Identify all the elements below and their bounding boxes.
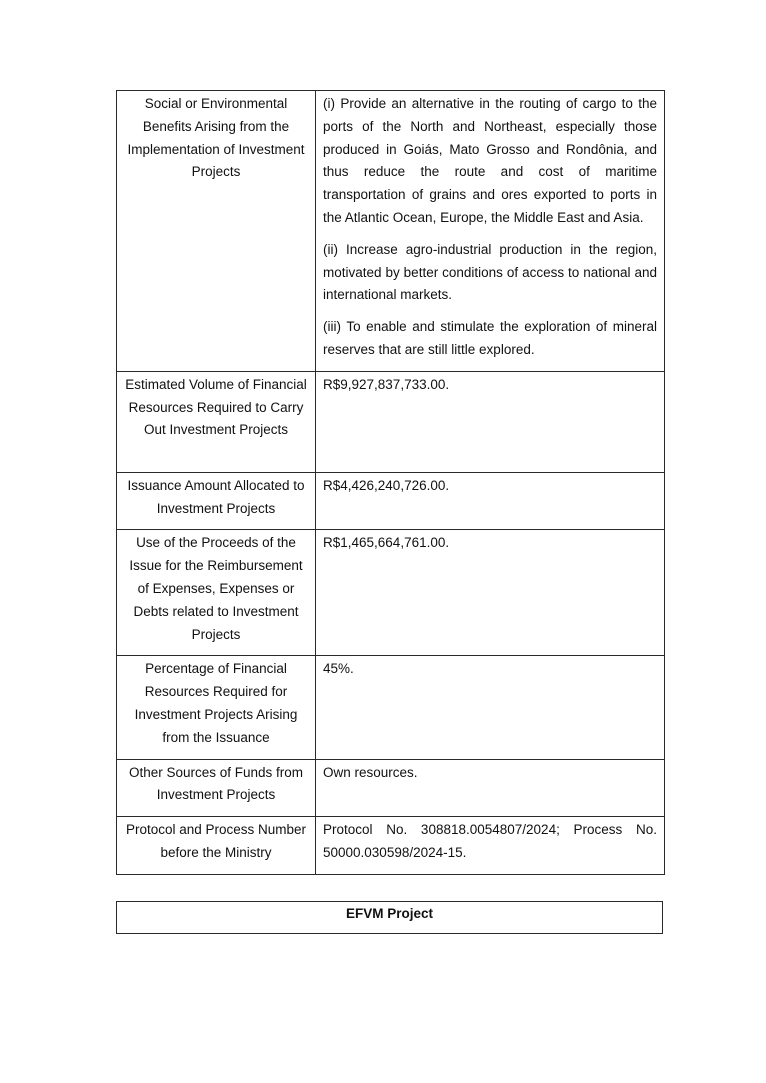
table-row <box>117 817 665 875</box>
row-value-protocol: Protocol No. 308818.0054807/2024; Process No. 50000.030598/2024-15. <box>316 817 665 875</box>
table-row <box>117 530 665 656</box>
benefit-paragraph-3: (iii) To enable and stimulate the exploration of mineral reserves that are still little explored. <box>323 319 657 357</box>
row-label-use-of-proceeds: Use of the Proceeds of the Issue for the Reimbursement of Expenses, Expenses or Debts related to Investment Projects <box>117 530 316 656</box>
table-row <box>117 371 665 472</box>
table-row <box>117 656 665 759</box>
row-value-benefits <box>316 91 665 372</box>
row-value-issuance-amount: R$4,426,240,726.00. <box>316 472 665 530</box>
benefit-paragraph-1: (i) Provide an alternative in the routing of cargo to the ports of the North and Northeast, especially those produced in Goiás, Mato Grosso and Rondônia, and thus reduce the route and cost of maritime transportation of grains and ores exported to ports in the Atlantic Ocean, Europe, the Middle East and Asia. <box>323 96 657 225</box>
row-value-estimated-volume: R$9,927,837,733.00. <box>316 371 665 472</box>
row-value-use-of-proceeds: R$1,465,664,761.00. <box>316 530 665 656</box>
row-label-benefits: Social or Environmental Benefits Arising from the Implementation of Investment Projects <box>117 91 316 372</box>
section-title-efvm-project: EFVM Project <box>116 901 663 934</box>
row-value-percentage: 45%. <box>316 656 665 759</box>
benefit-paragraph-2: (ii) Increase agro-industrial production in the region, motivated by better conditions of access to national and international markets. <box>323 241 657 303</box>
row-label-percentage: Percentage of Financial Resources Required for Investment Projects Arising from the Issuance <box>117 656 316 759</box>
table-row <box>117 91 665 372</box>
row-label-other-sources: Other Sources of Funds from Investment Projects <box>117 759 316 817</box>
row-label-protocol: Protocol and Process Number before the Ministry <box>117 817 316 875</box>
table-row <box>117 759 665 817</box>
row-label-estimated-volume: Estimated Volume of Financial Resources Required to Carry Out Investment Projects <box>117 371 316 472</box>
row-label-issuance-amount: Issuance Amount Allocated to Investment Projects <box>117 472 316 530</box>
project-info-table <box>116 90 665 875</box>
table-row <box>117 472 665 530</box>
row-value-other-sources: Own resources. <box>316 759 665 817</box>
